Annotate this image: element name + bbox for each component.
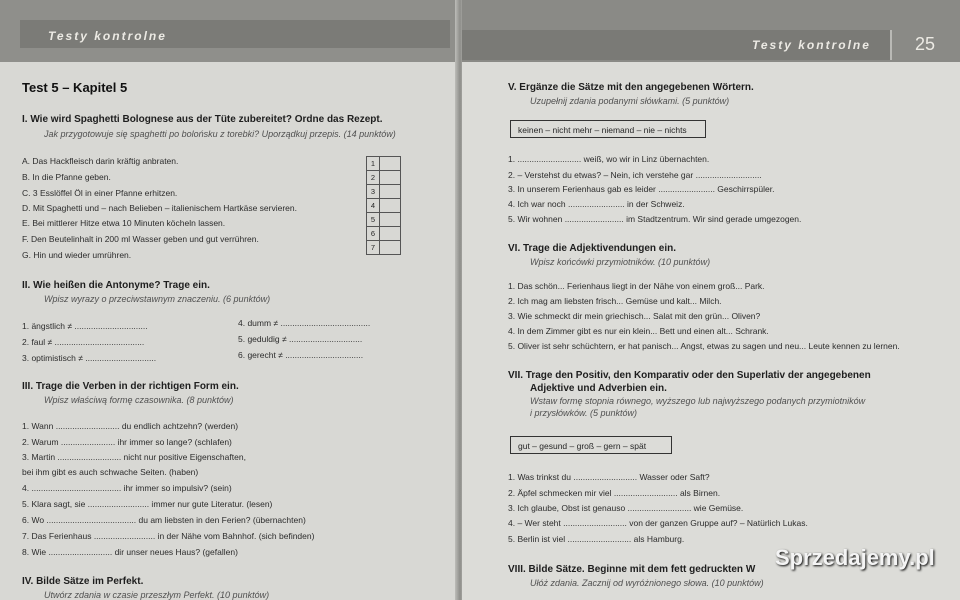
section-7-heading-line2: Adjektive und Adverbien ein. [530, 383, 667, 394]
verb-item: 8. Wie ........................... dir unser neues Haus? (gefallen) [22, 547, 238, 557]
grid-number: 2 [367, 171, 380, 185]
section-6-heading: VI. Trage die Adjektivendungen ein. [508, 243, 676, 254]
fill-item: 2. – Verstehst du etwas? – Nein, ich verstehe gar ............................ [508, 170, 762, 180]
grid-answer-cell[interactable] [380, 157, 401, 171]
left-running-head: Testy kontrolne [48, 29, 167, 43]
recipe-step: E. Bei mittlerer Hitze etwa 10 Minuten köcheln lassen. [22, 218, 226, 228]
section-3-subtitle: Wpisz właściwą formę czasownika. (8 punktów) [44, 395, 234, 405]
recipe-step: B. In die Pfanne geben. [22, 172, 111, 182]
test-title: Test 5 – Kapitel 5 [22, 80, 128, 95]
fill-item: 3. In unserem Ferienhaus gab es leider ........................ Geschirrspüler. [508, 184, 775, 194]
adjective-item: 1. Das schön... Ferienhaus liegt in der Nähe von einem groß... Park. [508, 281, 765, 291]
verb-item: 3. Martin ........................... nicht nur positive Eigenschaften, [22, 452, 246, 462]
section-4-heading: IV. Bilde Sätze im Perfekt. [22, 576, 144, 587]
order-answer-grid [366, 156, 401, 255]
grid-number: 1 [367, 157, 380, 171]
grid-answer-cell[interactable] [380, 213, 401, 227]
grid-answer-cell[interactable] [380, 199, 401, 213]
recipe-step: G. Hin und wieder umrühren. [22, 250, 132, 260]
section-5-heading: V. Ergänze die Sätze mit den angegebenen Wörtern. [508, 82, 754, 93]
recipe-step: D. Mit Spaghetti und – nach Belieben – italienischem Hartkäse servieren. [22, 203, 297, 213]
section-6-subtitle: Wpisz końcówki przymiotników. (10 punktów) [530, 257, 711, 267]
comparison-item: 1. Was trinkst du ........................... Wasser oder Saft? [508, 472, 710, 482]
grid-number: 7 [367, 241, 380, 255]
section-7-heading: VII. Trage den Positiv, den Komparativ oder den Superlativ der angegebenen [508, 370, 871, 381]
right-page [462, 0, 960, 600]
antonym-item: 1. ängstlich ≠ ............................... [22, 321, 148, 331]
adjective-item: 4. In dem Zimmer gibt es nur ein klein... Bett und einen alt... Schrank. [508, 326, 769, 336]
left-page-header [0, 0, 455, 62]
fill-item: 4. Ich war noch ........................ in der Schweiz. [508, 199, 685, 209]
recipe-step: C. 3 Esslöffel Öl in einer Pfanne erhitzen. [22, 188, 178, 198]
recipe-step: A. Das Hackfleisch darin kräftig anbraten. [22, 156, 179, 166]
verb-item: 1. Wann ........................... du endlich achtzehn? (werden) [22, 421, 239, 431]
verb-item: 7. Das Ferienhaus .......................... in der Nähe vom Bahnhof. (sich befinden) [22, 531, 315, 541]
grid-number: 4 [367, 199, 380, 213]
comparison-item: 4. – Wer steht ........................... von der ganzen Gruppe auf? – Natürlich Lukas. [508, 518, 808, 528]
section-1-heading: I. Wie wird Spaghetti Bolognese aus der Tüte zubereitet? Ordne das Rezept. [22, 114, 383, 125]
left-page [0, 0, 465, 600]
section-3-heading: III. Trage die Verben in der richtigen Form ein. [22, 381, 239, 392]
grid-number: 5 [367, 213, 380, 227]
grid-answer-cell[interactable] [380, 241, 401, 255]
verb-item: 5. Klara sagt, sie .......................... immer nur gute Literatur. (lesen) [22, 499, 273, 509]
grid-answer-cell[interactable] [380, 185, 401, 199]
section-8-subtitle: Ułóż zdania. Zacznij od wyróżnionego słowa. (10 punktów) [530, 578, 764, 588]
section-7-subtitle-line2: i przysłówków. (5 punktów) [530, 408, 638, 418]
verb-item: 2. Warum ....................... ihr immer so lange? (schlafen) [22, 437, 232, 447]
watermark-logo: Sprzedajemy.pl [775, 545, 935, 570]
verb-item: 4. ...................................... ihr immer so impulsiv? (sein) [22, 483, 232, 493]
section-8-heading: VIII. Bilde Sätze. Beginne mit dem fett gedruckten W [508, 564, 756, 575]
comparison-item: 5. Berlin ist viel ........................... als Hamburg. [508, 534, 685, 544]
section-7-subtitle: Wstaw formę stopnia równego, wyższego lub najwyższego podanych przymiotników [530, 396, 866, 406]
adjective-item: 5. Oliver ist sehr schüchtern, er hat panisch... Angst, etwas zu sagen und neu... Leute kennen zu lernen. [508, 341, 900, 351]
antonym-item: 6. gerecht ≠ ................................. [238, 350, 364, 360]
right-running-head: Testy kontrolne [752, 38, 871, 52]
antonym-item: 3. optimistisch ≠ .............................. [22, 353, 157, 363]
adjective-item: 3. Wie schmeckt dir mein griechisch... Salat mit den grün... Oliven? [508, 311, 761, 321]
fill-item: 1. ........................... weiß, wo wir in Linz übernachten. [508, 154, 710, 164]
comparison-item: 3. Ich glaube, Obst ist genauso ........................... wie Gemüse. [508, 503, 744, 513]
right-page-header [462, 0, 960, 62]
word-box: keinen – nicht mehr – niemand – nie – nichts [510, 120, 706, 138]
page-number: 25 [915, 34, 936, 54]
verb-item: 6. Wo ...................................... du am liebsten in den Ferien? (übernachten) [22, 515, 306, 525]
section-2-subtitle: Wpisz wyrazy o przeciwstawnym znaczeniu. (6 punktów) [44, 294, 271, 304]
section-2-heading: II. Wie heißen die Antonyme? Trage ein. [22, 280, 210, 291]
grid-number: 6 [367, 227, 380, 241]
section-4-subtitle: Utwórz zdania w czasie przeszłym Perfekt. (10 punktów) [44, 590, 270, 600]
word-box: gut – gesund – groß – gern – spät [510, 436, 672, 454]
grid-answer-cell[interactable] [380, 227, 401, 241]
section-5-subtitle: Uzupełnij zdania podanymi słówkami. (5 punktów) [530, 96, 730, 106]
recipe-step: F. Den Beutelinhalt in 200 ml Wasser geben und gut verrühren. [22, 234, 259, 244]
section-1-subtitle: Jak przygotowuje się spaghetti po bolońsku z torebki? Uporządkuj przepis. (14 punktów) [44, 129, 396, 139]
antonym-item: 2. faul ≠ ...................................... [22, 337, 145, 347]
grid-answer-cell[interactable] [380, 171, 401, 185]
comparison-item: 2. Äpfel schmecken mir viel ........................... als Birnen. [508, 488, 721, 498]
verb-item: bei ihm gibt es auch schwache Seiten. (haben) [22, 467, 199, 477]
grid-number: 3 [367, 185, 380, 199]
fill-item: 5. Wir wohnen ......................... im Stadtzentrum. Wir sind gerade umgezogen. [508, 214, 802, 224]
adjective-item: 2. Ich mag am liebsten frisch... Gemüse und kalt... Milch. [508, 296, 722, 306]
antonym-item: 4. dumm ≠ ...................................... [238, 318, 371, 328]
antonym-item: 5. geduldig ≠ ............................... [238, 334, 363, 344]
